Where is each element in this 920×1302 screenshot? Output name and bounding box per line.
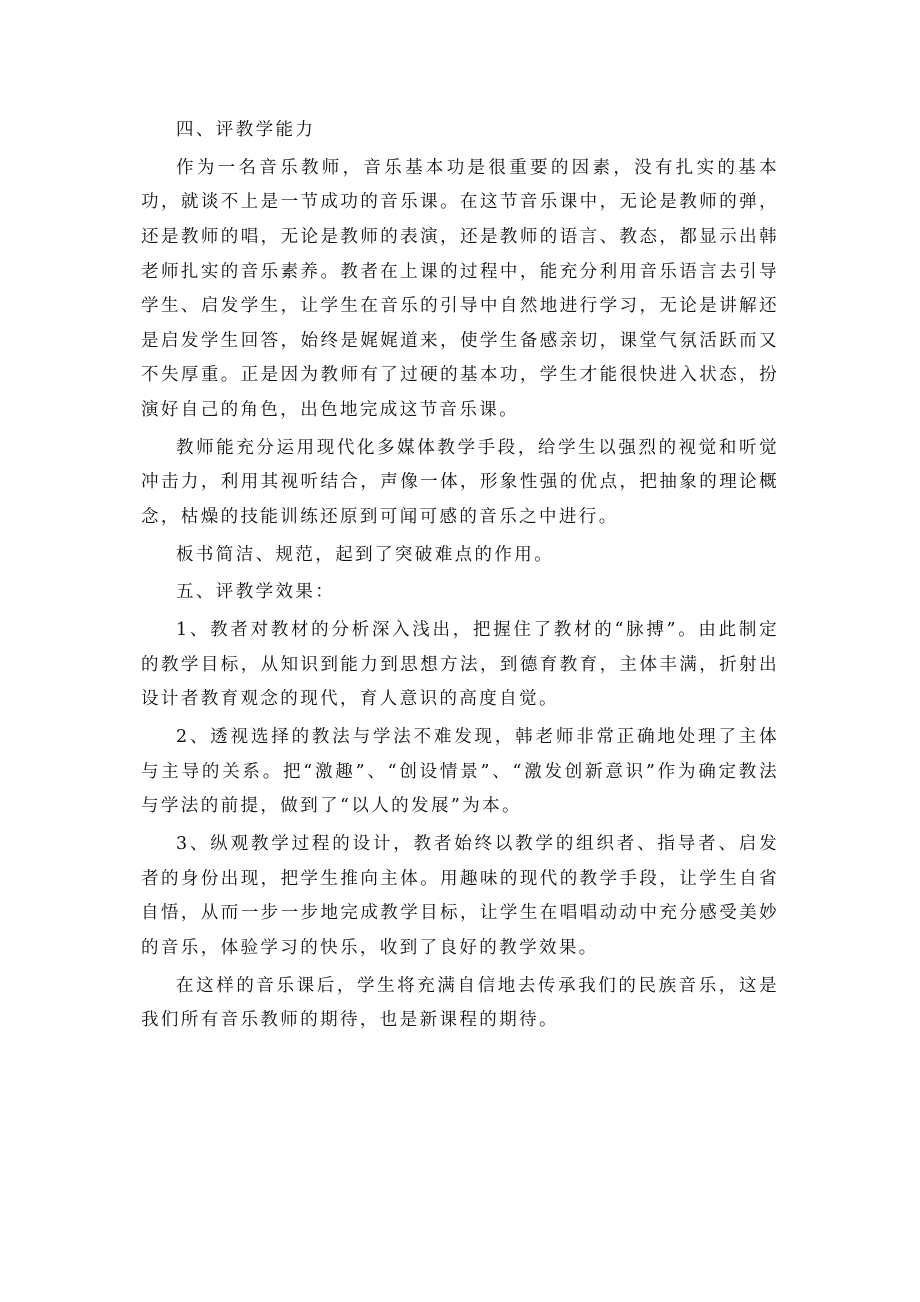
paragraph-point-2: 2、透视选择的教法与学法不难发现，韩老师非常正确地处理了主体与主导的关系。把“激趣”、“创设情景”、“激发创新意识”作为确定教法与学法的前提，做到了“以人的发展”为本。 [141,727,779,817]
paragraph-blackboard: 板书简洁、规范，起到了突破难点的作用。 [176,544,555,565]
section-heading-teaching-ability: 四、评教学能力 [176,120,316,140]
paragraph-multimedia: 教师能充分运用现代化多媒体教学手段，给学生以强烈的视觉和听觉冲击力，利用其视听结合，声像一体，形象性强的优点，把抽象的理论概念，枯燥的技能训练还原到可闻可感的音乐之中进行。 [141,437,779,527]
paragraph-point-1: 1、教者对教材的分析深入浅出，把握住了教材的“脉搏”。由此制定的教学目标，从知识到能力到思想方法，到德育教育，主体丰满，折射出设计者教育观念的现代，育人意识的高度自觉。 [141,620,779,710]
paragraph-conclusion: 在这样的音乐课后，学生将充满自信地去传承我们的民族音乐，这是我们所有音乐教师的期待，也是新课程的期待。 [141,975,779,1031]
paragraph-basic-skills: 作为一名音乐教师，音乐基本功是很重要的因素，没有扎实的基本功，就谈不上是一节成功的音乐课。在这节音乐课中，无论是教师的弹，还是教师的唱，无论是教师的表演，还是教师的语言、教态，都显示出韩老师扎实的音乐素养。教者在上课的过程中，能充分利用音乐语言去引导学生、启发学生，让学生在音乐的引导中自然地进行学习，无论是讲解还是启发学生回答，始终是娓娓道来，使学生备感亲切，课堂气氛活跃而又不失厚重。正是因为教师有了过硬的基本功，学生才能很快进入状态，扮演好自己的角色，出色地完成这节音乐课。 [141,157,779,420]
section-heading-teaching-effect: 五、评教学效果： [176,582,336,603]
document-body [141,113,779,1041]
paragraph-point-3: 3、纵观教学过程的设计，教者始终以教学的组织者、指导者、启发者的身份出现，把学生推向主体。用趣味的现代的教学手段，让学生自省自悟，从而一步一步地完成教学目标，让学生在唱唱动动中充分感受美妙的音乐，体验学习的快乐，收到了良好的教学效果。 [141,834,779,958]
